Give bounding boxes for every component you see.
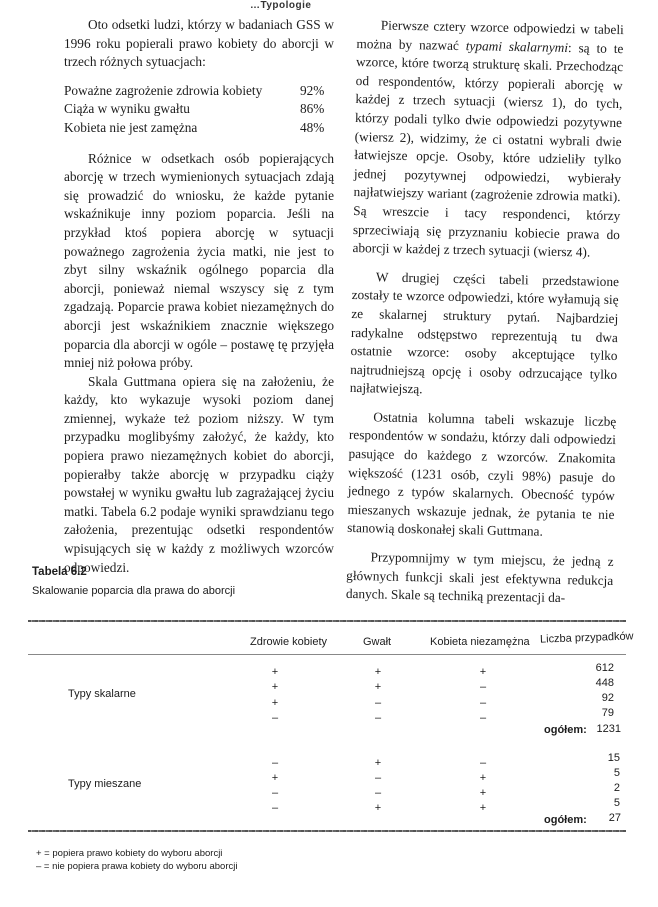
total-mixed: 27	[608, 812, 621, 824]
cell-mark: –	[374, 697, 382, 709]
cell-mark: +	[479, 772, 487, 784]
cell-mark: –	[374, 787, 382, 799]
cell-mark: +	[374, 666, 382, 678]
cell-mark: +	[374, 802, 382, 814]
stat-row	[64, 100, 334, 119]
cell-mark: –	[479, 681, 487, 693]
cell-count: 448	[595, 677, 614, 689]
table-caption: Skalowanie poparcia dla prawa do aborcji	[32, 585, 236, 597]
cell-count: 612	[595, 662, 614, 674]
header-health: Zdrowie kobiety	[250, 636, 328, 648]
group-label-mixed: Typy mieszane	[68, 778, 142, 790]
stat-label: Kobieta nie jest zamężna	[64, 119, 198, 135]
total-scalar: 1231	[596, 723, 621, 735]
cell-mark: –	[479, 712, 487, 724]
cell-mark: +	[271, 772, 279, 784]
legend-plus: + = popiera prawo kobiety do wyboru aborcji	[36, 848, 223, 859]
header-unmarried: Kobieta niezamężna	[430, 636, 530, 648]
cell-mark: +	[271, 681, 279, 693]
cell-mark: –	[374, 772, 382, 784]
cell-mark: –	[271, 787, 279, 799]
right-paragraph-scalar-types	[352, 16, 624, 263]
cell-mark: –	[479, 697, 487, 709]
stats-list	[64, 82, 334, 138]
header-rule	[28, 654, 626, 655]
right-column	[346, 16, 624, 609]
cell-mark: –	[271, 712, 279, 724]
cell-mark: –	[271, 802, 279, 814]
total-label-mixed: ogółem:	[544, 814, 587, 826]
cell-count: 2	[613, 782, 620, 794]
right-paragraph-counts: Ostatnia kolumna tabeli wskazuje liczbę respondentów w sondażu, którzy dali odpowiedzi pasujące do każdego z wzorców. Znakomita większość (1231 osób, czyli 98%) pasuje do jednego z typów skalarnych. Obecność typów mieszanych wskazuje jednak, że pytania te nie stanowią doskonałej skali Guttmana.	[347, 409, 617, 540]
running-head: …Typologie	[250, 0, 312, 11]
right-paragraph-mixed: W drugiej części tabeli przedstawione zostały te wzorce odpowiedzi, które wyłamują się ze skalarnej struktury pytań. Najbardziej radykalne odstępstwo reprezentują tu dwa ostatnie wzorce: osoby akceptujące tylko najtrudniejszą opcję i osoby odrzucające tylko najłatwiejszą.	[349, 269, 620, 397]
stat-value: 92%	[300, 82, 325, 98]
left-intro-paragraph: Oto odsetki ludzi, którzy w badaniach GSS w 1996 roku popierali prawo kobiety do aborcji w trzech różnych sytuacjach:	[64, 17, 334, 70]
left-paragraph-differences: Różnice w odsetkach osób popierających aborcję w trzech wymienionych sytuacjach zdają się prowadzić do wniosku, że każde pytanie wskaźnikuje inny poziom poparcia. Jeśli na przykład ktoś popiera aborcję w sytuacji poważnego zagrożenia życia matki, nie jest to zbyt silny wskaźnik ogólnego poparcia dla aborcji, ponieważ niemal wszyscy się z tym zgadzają. Poparcie prawa kobiet niezamężnych do aborcji jest wskaźnikiem znacznie większego poparcia dla aborcji w ogóle – postawę tę przyjęła mniej niż połowa próby.	[64, 150, 334, 371]
total-label-scalar: ogółem:	[544, 724, 587, 736]
group-label-scalar: Typy skalarne	[68, 688, 136, 700]
cell-mark: +	[479, 787, 487, 799]
stat-row	[64, 82, 334, 101]
stat-value: 48%	[300, 119, 325, 135]
cell-mark: –	[271, 757, 279, 769]
cell-mark: +	[479, 666, 487, 678]
table-top-rule	[28, 620, 626, 622]
stat-label: Poważne zagrożenie zdrowia kobiety	[64, 82, 263, 98]
stat-label: Ciąża w wyniku gwałtu	[64, 101, 190, 117]
cell-count: 92	[601, 692, 614, 704]
cell-count: 79	[601, 707, 614, 719]
cell-count: 5	[613, 767, 620, 779]
cell-mark: +	[374, 681, 382, 693]
cell-mark: +	[479, 802, 487, 814]
table-6-2	[28, 566, 634, 872]
cell-mark: –	[374, 712, 382, 724]
header-count: Liczba przypadków	[539, 630, 634, 646]
table-bottom-rule	[28, 830, 626, 832]
right-paragraph-reduction: Przypomnijmy w tym miejscu, że jedną z głównych funkcji skali jest efektywna redukcja danych. Skale są techniką prezentacji da-	[345, 549, 614, 606]
stat-value: 86%	[300, 101, 325, 117]
left-column	[64, 16, 334, 577]
header-rape: Gwałt	[363, 636, 392, 648]
term-scalar-types: typami skalarnymi	[465, 37, 569, 55]
legend-minus: – = nie popiera prawa kobiety do wyboru aborcji	[36, 861, 238, 872]
right-p1-start: Pierwsze cztery wzorce odpowiedzi w tabeli można by nazwać	[356, 17, 624, 53]
cell-mark: +	[271, 697, 279, 709]
cell-count: 5	[613, 797, 620, 809]
right-p1-end: : są to te wzorce, które tworzą strukturę skali. Przechodząc od respondentów, którzy popierali aborcję w każdej z trzech sytuacji (wiersz 1), do tych, którzy podali tylko dwie odpowiedzi pozytywne (wiersz 2), widzimy, że ci ostatni wybrali dwie łatwiejsze opcje. Osoby, które udzieliły tylko jednej pozytywnej odpowiedzi, wybierały najłatwiejszy wariant (zagrożenie zdrowia matki). Są wreszcie i tacy respondenci, którzy sprzeciwiają się przyznaniu kobiecie prawa do aborcji w każdej z trzech sytuacji (wiersz 4).	[352, 39, 624, 260]
cell-mark: –	[479, 757, 487, 769]
cell-count: 15	[607, 752, 620, 764]
cell-mark: +	[374, 757, 382, 769]
stat-row	[64, 119, 334, 138]
cell-mark: +	[271, 666, 279, 678]
table-label: Tabela 6.2	[32, 566, 87, 578]
left-paragraph-guttman: Skala Guttmana opiera się na założeniu, że każdy, kto wykazuje wysoki poziom danej zmiennej, wykaże też poziom niższy. W tym przypadku moglibyśmy założyć, że każdy, kto popiera prawo niezamężnych kobiet do aborcji, popierałby także aborcję w przypadku ciąży powstałej w wyniku gwałtu lub zagrażającej życiu matki. Tabela 6.2 podaje wyniki sprawdzianu tego założenia, prezentując odsetki respondentów wpisujących się w każdy z możliwych wzorców odpowiedzi.	[64, 373, 334, 575]
